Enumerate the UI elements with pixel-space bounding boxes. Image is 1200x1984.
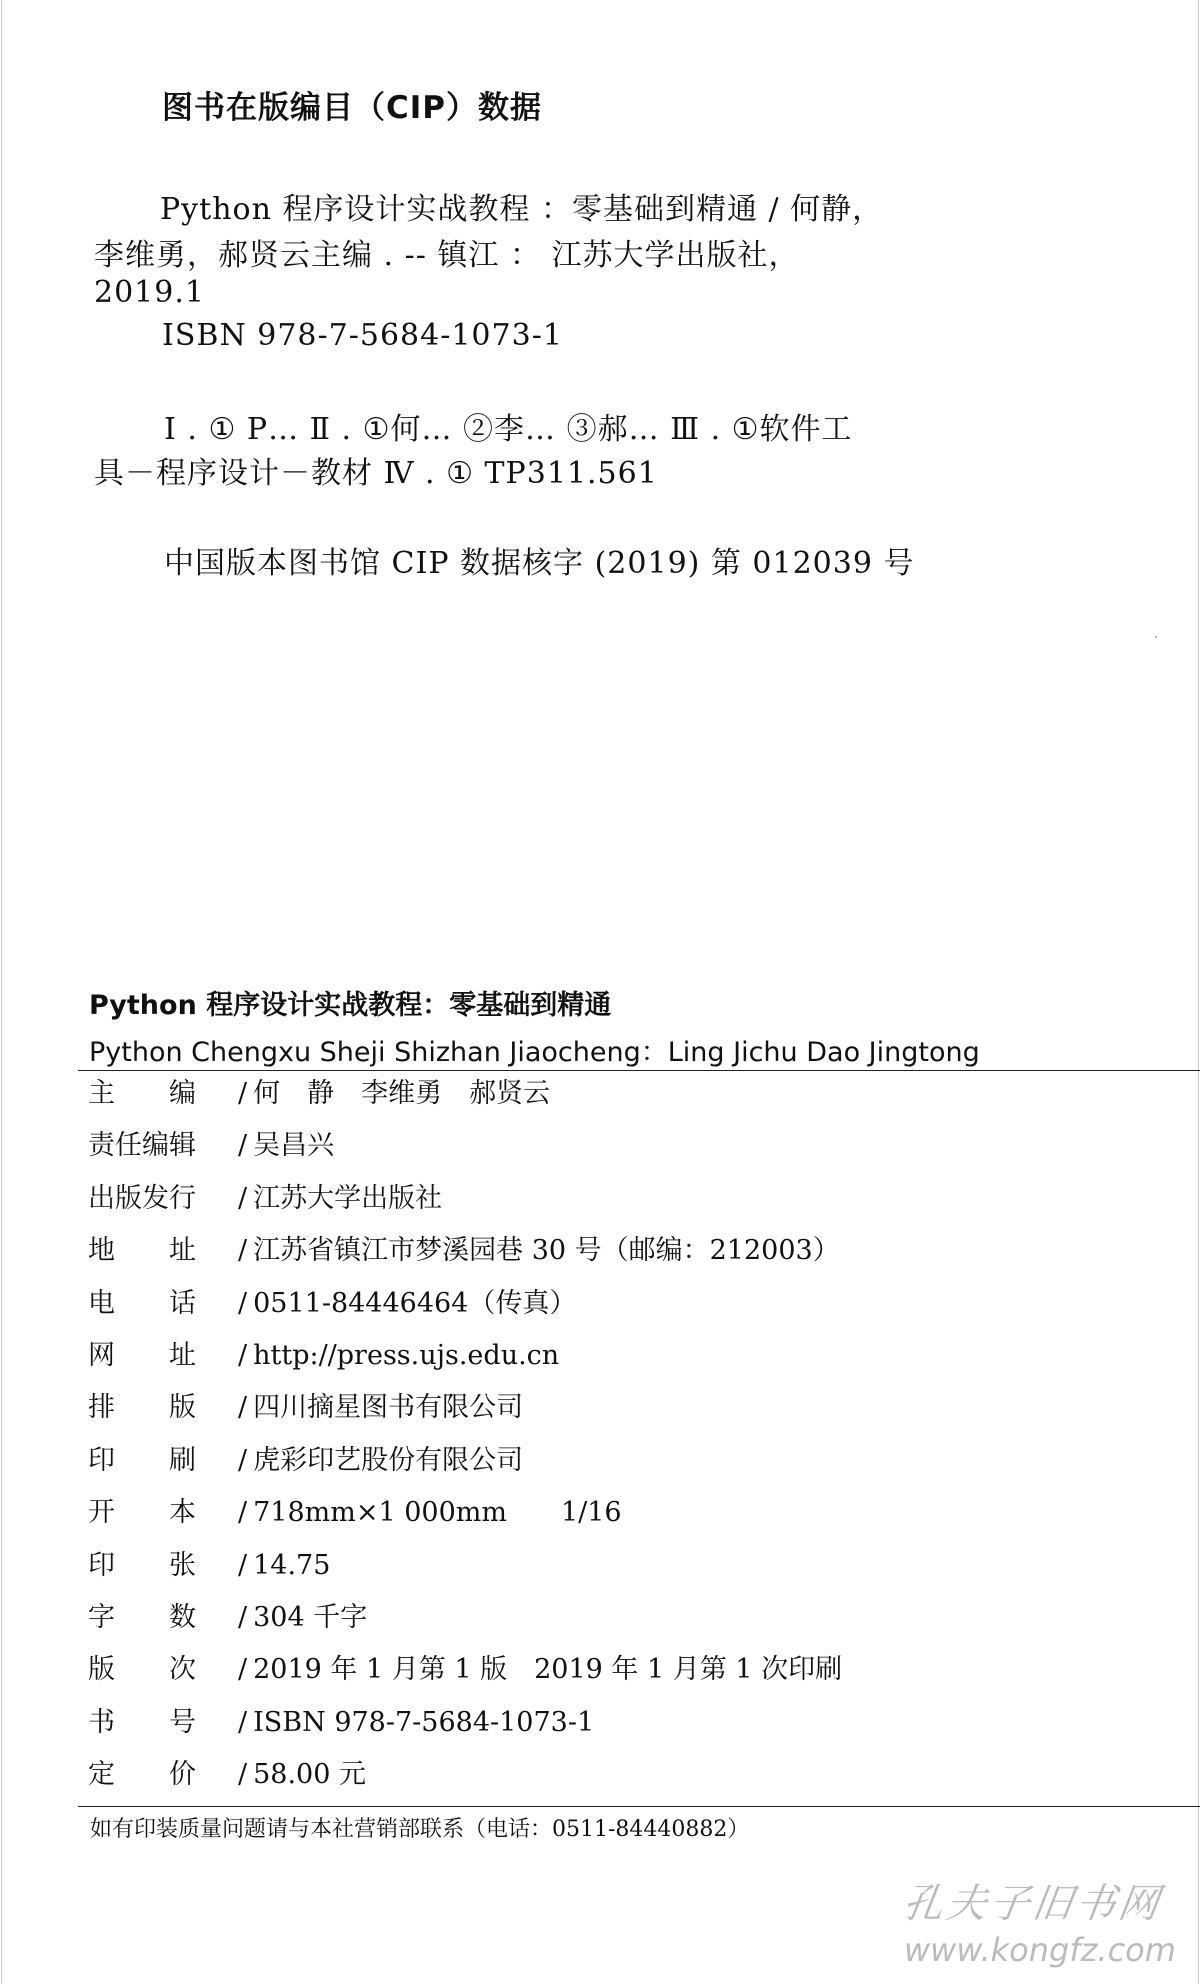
info-row — [88, 1443, 523, 1479]
info-separator: / — [238, 1182, 248, 1214]
info-label: 出版发行 — [88, 1182, 196, 1214]
info-row — [88, 1652, 842, 1688]
info-value: 何 静 李维勇 郝贤云 — [253, 1078, 551, 1109]
cip-heading: 图书在版编目（CIP）数据 — [162, 90, 543, 126]
info-separator: / — [238, 1549, 248, 1581]
info-label: 字 数 — [88, 1602, 196, 1633]
info-row — [88, 1233, 840, 1269]
info-value: http://press.ujs.edu.cn — [253, 1340, 560, 1371]
cip-entry-line1: Python 程序设计实战教程 ：零基础到精通 / 何静， — [160, 192, 884, 227]
info-separator: / — [238, 1706, 248, 1738]
cip-entry-line3: 2019.1 — [94, 275, 205, 310]
footer-note: 如有印装质量问题请与本社营销部联系（电话：0511-84440882） — [90, 1817, 750, 1842]
info-separator: / — [238, 1497, 248, 1529]
watermark-url: www.kongfz.com — [904, 1931, 1176, 1969]
info-label: 开 本 — [88, 1497, 196, 1529]
info-label: 印 刷 — [88, 1444, 196, 1476]
info-label: 网 址 — [88, 1340, 196, 1371]
cip-library-line: 中国版本图书馆 CIP 数据核字 (2019) 第 012039 号 — [164, 546, 915, 581]
info-label: 排 版 — [88, 1392, 196, 1424]
info-row — [88, 1548, 330, 1584]
info-row — [88, 1076, 550, 1112]
bottom-rule — [78, 1806, 1200, 1807]
watermark-name: 孔夫子旧书网 — [900, 1881, 1165, 1927]
cip-entry-line2: 李维勇，郝贤云主编 . -- 镇江 ： 江苏大学出版社， — [94, 238, 800, 273]
info-value: ISBN 978-7-5684-1073-1 — [253, 1706, 595, 1738]
info-value: 2019 年 1 月第 1 版 2019 年 1 月第 1 次印刷 — [253, 1654, 843, 1686]
info-label: 电 话 — [88, 1287, 196, 1319]
info-separator: / — [238, 1287, 248, 1319]
info-row — [88, 1390, 523, 1426]
info-separator: / — [238, 1130, 248, 1162]
info-value: 58.00 元 — [253, 1759, 366, 1791]
info-separator: / — [238, 1654, 248, 1686]
watermark — [900, 1872, 1176, 1969]
info-row — [88, 1495, 622, 1531]
info-row — [88, 1128, 334, 1164]
info-value: 0511-84446464（传真） — [253, 1287, 577, 1319]
info-label: 主 编 — [88, 1078, 196, 1109]
info-separator: / — [238, 1602, 248, 1633]
info-separator: / — [238, 1759, 248, 1791]
info-value: 江苏大学出版社 — [253, 1182, 443, 1214]
info-value: 四川摘星图书有限公司 — [253, 1392, 524, 1424]
cip-isbn-line: ISBN 978-7-5684-1073-1 — [162, 318, 563, 353]
info-separator: / — [238, 1340, 248, 1371]
info-label: 书 号 — [88, 1706, 196, 1738]
info-row — [88, 1338, 559, 1374]
scan-speck — [1155, 636, 1157, 638]
info-separator: / — [238, 1078, 248, 1109]
info-value: 江苏省镇江市梦溪园巷 30 号（邮编：212003） — [253, 1235, 840, 1267]
info-label: 责任编辑 — [88, 1130, 196, 1162]
info-separator: / — [238, 1235, 248, 1267]
info-separator: / — [238, 1392, 248, 1424]
info-label: 地 址 — [88, 1235, 196, 1267]
info-row — [88, 1705, 594, 1741]
info-row — [88, 1600, 367, 1636]
book-title-pinyin: Python Chengxu Sheji Shizhan Jiaocheng：Ling Jichu Dao Jingtong — [89, 1037, 980, 1068]
book-title-cn: Python 程序设计实战教程：零基础到精通 — [89, 990, 612, 1021]
info-row — [88, 1286, 576, 1322]
info-value: 304 千字 — [253, 1602, 368, 1633]
info-value: 吴昌兴 — [253, 1130, 335, 1162]
info-row — [88, 1757, 366, 1793]
cip-subject-line2: 具－程序设计－教材 Ⅳ . ① TP311.561 — [94, 456, 658, 491]
info-label: 定 价 — [88, 1759, 196, 1791]
info-label: 版 次 — [88, 1654, 196, 1686]
info-row — [88, 1181, 442, 1217]
info-separator: / — [238, 1444, 248, 1476]
cip-subject-line1: Ⅰ . ① P… Ⅱ . ①何… ②李… ③郝… Ⅲ . ①软件工 — [164, 412, 853, 447]
top-rule — [78, 1070, 1200, 1071]
info-value: 718mm×1 000mm 1/16 — [253, 1497, 622, 1529]
info-value: 14.75 — [253, 1549, 331, 1581]
info-label: 印 张 — [88, 1549, 196, 1581]
info-value: 虎彩印艺股份有限公司 — [253, 1444, 524, 1476]
